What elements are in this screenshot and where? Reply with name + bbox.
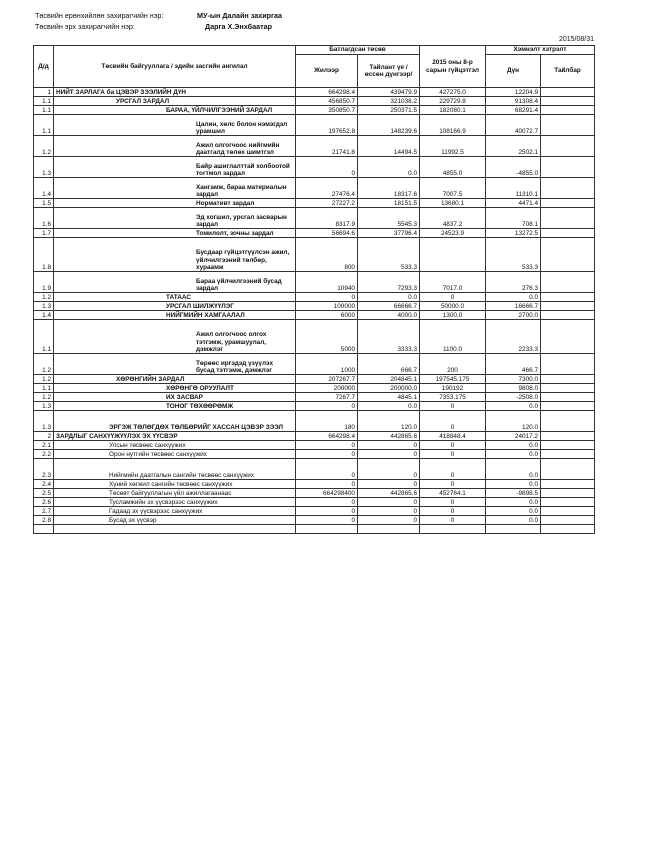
row-diff: 40072.7	[486, 115, 541, 136]
row-explanation	[541, 498, 595, 507]
row-annual: 350850.7	[296, 106, 358, 115]
table-row	[34, 311, 595, 320]
row-annual: 56694.6	[296, 229, 358, 238]
row-diff: 0.0	[486, 498, 541, 507]
row-explanation	[541, 302, 595, 311]
row-code: 1.3	[34, 402, 54, 411]
table-row	[34, 402, 595, 411]
row-period: 442865.6	[358, 489, 420, 498]
row-actual: 4855.0	[420, 157, 486, 178]
col-annual-header: Жилээр	[296, 55, 358, 88]
row-code: 1.1	[34, 384, 54, 393]
row-code: 1.1	[34, 320, 54, 354]
row-explanation	[541, 208, 595, 229]
row-code	[34, 525, 54, 534]
row-code: 1	[34, 88, 54, 97]
row-name: Орон нутгийн төсвөөс санхүүжих	[54, 450, 296, 459]
row-diff: -2508.0	[486, 393, 541, 402]
row-explanation	[541, 450, 595, 459]
row-name: УРСГАЛ ЗАРДАЛ	[54, 97, 296, 106]
row-annual: 100000	[296, 302, 358, 311]
table-row	[34, 320, 595, 354]
row-code: 2	[34, 432, 54, 441]
row-diff: 11310.1	[486, 178, 541, 199]
header-label-2: Төсвийн эрх захирагчийн нэр:	[35, 22, 135, 31]
row-name: Хангамж, бараа материалын зардал	[54, 178, 296, 199]
row-period: 0	[358, 459, 420, 480]
row-diff: 0.0	[486, 293, 541, 302]
header-value-2: Дарга Х.Энхбаатар	[205, 22, 272, 31]
row-actual: 0	[420, 480, 486, 489]
row-diff: 466.7	[486, 354, 541, 375]
row-diff: 0.0	[486, 402, 541, 411]
row-period: 0	[358, 441, 420, 450]
row-name: ХӨРӨНГӨ ОРУУЛАЛТ	[54, 384, 296, 393]
row-code: 1.2	[34, 136, 54, 157]
row-annual: 456850.7	[296, 97, 358, 106]
row-actual: 0	[420, 293, 486, 302]
row-explanation	[541, 480, 595, 489]
row-period: 4845.1	[358, 393, 420, 402]
col-code-header: Д/д	[34, 46, 54, 88]
row-period: 442865.6	[358, 432, 420, 441]
row-annual: 200000	[296, 384, 358, 393]
row-annual: 207267.7	[296, 375, 358, 384]
row-period: 204845.1	[358, 375, 420, 384]
table-row	[34, 525, 595, 534]
table-row	[34, 498, 595, 507]
table-row	[34, 115, 595, 136]
row-explanation	[541, 525, 595, 534]
row-code: 1.2	[34, 354, 54, 375]
row-diff: 0.0	[486, 459, 541, 480]
row-actual: 11992.5	[420, 136, 486, 157]
row-period: 200000.0	[358, 384, 420, 393]
row-diff: 12204.9	[486, 88, 541, 97]
table-row	[34, 106, 595, 115]
row-actual: 13680.1	[420, 199, 486, 208]
row-name: Нийгмийн даатгалын сангийн төсвөөс санхүүжих	[54, 459, 296, 480]
row-annual: 180	[296, 411, 358, 432]
table-row	[34, 480, 595, 489]
row-diff	[486, 525, 541, 534]
table-row	[34, 178, 595, 199]
row-explanation	[541, 384, 595, 393]
row-code: 1.7	[34, 229, 54, 238]
row-name: ЭРГЭЖ ТӨЛӨГДӨХ ТӨЛБӨРИЙГ ХАССАН ЦЭВЭР ЗЭЭЛ	[54, 411, 296, 432]
row-explanation	[541, 115, 595, 136]
row-actual: 182080.1	[420, 106, 486, 115]
row-actual: 24523.9	[420, 229, 486, 238]
row-actual: 108166.9	[420, 115, 486, 136]
row-name	[54, 525, 296, 534]
row-period: 0.0	[358, 157, 420, 178]
header-line-2	[35, 22, 272, 32]
row-actual: 197545.175	[420, 375, 486, 384]
row-annual: 0	[296, 516, 358, 525]
col-explanation-header: Тайлбар	[541, 55, 595, 88]
row-code: 1.2	[34, 293, 54, 302]
row-diff: 533.3	[486, 238, 541, 272]
table-row	[34, 459, 595, 480]
table-row	[34, 411, 595, 432]
row-name: Нормативт зардал	[54, 199, 296, 208]
row-actual: 7017.0	[420, 272, 486, 293]
col-name-header: Төсвийн байгууллага / эдийн засгийн ангилал	[54, 46, 296, 88]
report-date: 2015/08/31	[558, 36, 594, 43]
row-actual: 452764.1	[420, 489, 486, 498]
row-diff: 708.1	[486, 208, 541, 229]
row-period: 0	[358, 516, 420, 525]
row-annual: 0	[296, 402, 358, 411]
table-row	[34, 157, 595, 178]
row-diff: 13272.5	[486, 229, 541, 238]
row-actual: 1100.0	[420, 320, 486, 354]
row-actual: 0	[420, 450, 486, 459]
row-explanation	[541, 320, 595, 354]
row-annual: 0	[296, 157, 358, 178]
row-annual: 0	[296, 293, 358, 302]
row-code: 2.5	[34, 489, 54, 498]
row-actual	[420, 525, 486, 534]
row-name: ТАТААС	[54, 293, 296, 302]
row-explanation	[541, 375, 595, 384]
row-period: 3333.3	[358, 320, 420, 354]
row-explanation	[541, 199, 595, 208]
row-actual: 427275.0	[420, 88, 486, 97]
row-diff: -9898.5	[486, 489, 541, 498]
row-annual: 0	[296, 459, 358, 480]
row-actual: 4837.2	[420, 208, 486, 229]
row-explanation	[541, 507, 595, 516]
row-explanation	[541, 157, 595, 178]
table-row	[34, 450, 595, 459]
row-actual: 418848.4	[420, 432, 486, 441]
col-approved-group-header: Батлагдсан төсөв	[296, 46, 420, 55]
table-row	[34, 229, 595, 238]
row-code: 1.1	[34, 106, 54, 115]
row-explanation	[541, 178, 595, 199]
table-row	[34, 293, 595, 302]
row-period: 37796.4	[358, 229, 420, 238]
row-period: 18317.6	[358, 178, 420, 199]
row-diff: 9808.0	[486, 384, 541, 393]
row-diff: 24017.2	[486, 432, 541, 441]
budget-table	[33, 45, 595, 534]
row-diff: 120.0	[486, 411, 541, 432]
table-row	[34, 272, 595, 293]
row-diff: 0.0	[486, 450, 541, 459]
row-annual	[296, 525, 358, 534]
row-annual: 27227.2	[296, 199, 358, 208]
row-annual: 5000	[296, 320, 358, 354]
table-row	[34, 489, 595, 498]
row-code: 1.5	[34, 199, 54, 208]
table-row	[34, 136, 595, 157]
header-label-1: Төсвийн ерөнхийлөн захирагчийн нэр:	[35, 11, 164, 20]
table-row	[34, 88, 595, 97]
row-name: Бусад эх үүсвэр	[54, 516, 296, 525]
row-name: НИЙТ ЗАРЛАГА ба ЦЭВЭР ЗЭЭЛИЙН ДҮН	[54, 88, 296, 97]
row-annual: 664298.4	[296, 88, 358, 97]
row-period: 250371.5	[358, 106, 420, 115]
row-code: 2.1	[34, 441, 54, 450]
header-line-1	[35, 11, 282, 21]
row-actual: 200	[420, 354, 486, 375]
row-annual: 0	[296, 441, 358, 450]
row-actual: 50000.0	[420, 302, 486, 311]
row-annual: 664298.4	[296, 432, 358, 441]
row-annual: 0	[296, 507, 358, 516]
row-explanation	[541, 106, 595, 115]
row-name: Байр ашиглалттай холбоотой тогтмол зардал	[54, 157, 296, 178]
col-saving-group-header: Хэмнэлт хэтрэлт	[486, 46, 595, 55]
row-diff: 4471.4	[486, 199, 541, 208]
table-row	[34, 507, 595, 516]
row-name: Ажил олгогчоос олгох тэтгэмж, урамшуулал, дэмжлэг	[54, 320, 296, 354]
row-code: 1.3	[34, 157, 54, 178]
row-name: Төсөвт байгууллагын үйл ажиллагаанаас	[54, 489, 296, 498]
row-diff: 16666.7	[486, 302, 541, 311]
table-row	[34, 516, 595, 525]
row-code: 1.1	[34, 97, 54, 106]
row-name: Төрөөс иргэдэд үзүүлэх бусад тэтгэмж, дэмжлэг	[54, 354, 296, 375]
row-period: 148239.6	[358, 115, 420, 136]
row-diff: 2700.0	[486, 311, 541, 320]
table-row	[34, 384, 595, 393]
table-row	[34, 208, 595, 229]
row-diff: 7300.0	[486, 375, 541, 384]
row-explanation	[541, 393, 595, 402]
row-code: 2.6	[34, 498, 54, 507]
row-annual: 0	[296, 498, 358, 507]
row-name: НИЙГМИЙН ХАМГААЛАЛ	[54, 311, 296, 320]
row-name: Гадаад эх үүсвэрээс санхүүжих	[54, 507, 296, 516]
row-annual: 0	[296, 480, 358, 489]
row-name: Хүний хөгжил сангийн төсвөөс санхүүжих	[54, 480, 296, 489]
row-code: 1.1	[34, 115, 54, 136]
row-annual: 197652.8	[296, 115, 358, 136]
row-code: 2.3	[34, 459, 54, 480]
row-explanation	[541, 459, 595, 480]
row-actual: 0	[420, 498, 486, 507]
row-explanation	[541, 136, 595, 157]
row-period: 66666.7	[358, 302, 420, 311]
row-code: 1.3	[34, 411, 54, 432]
row-actual: 0	[420, 516, 486, 525]
table-row	[34, 375, 595, 384]
row-actual: 0	[420, 459, 486, 480]
row-diff: 0.0	[486, 507, 541, 516]
row-diff: 91308.4	[486, 97, 541, 106]
row-name: УРСГАЛ ШИЛЖҮҮЛЭГ	[54, 302, 296, 311]
row-name: Бусдаар гүйцэтгүүлсэн ажил, үйлчилгээний төлбөр, хураамж	[54, 238, 296, 272]
row-explanation	[541, 411, 595, 432]
row-name: Ажил олгогчоос нийгмийн даатгалд төлөх шимтгэл	[54, 136, 296, 157]
row-period: 0	[358, 507, 420, 516]
row-annual: 7267.7	[296, 393, 358, 402]
row-annual: 1000	[296, 354, 358, 375]
row-period	[358, 525, 420, 534]
row-period: 14494.5	[358, 136, 420, 157]
row-period: 120.0	[358, 411, 420, 432]
table-row	[34, 441, 595, 450]
row-period: 0	[358, 450, 420, 459]
row-explanation	[541, 88, 595, 97]
row-period: 439479.9	[358, 88, 420, 97]
row-annual: 27476.4	[296, 178, 358, 199]
row-period: 666.7	[358, 354, 420, 375]
row-name: БАРАА, ҮЙЛЧИЛГЭЭНИЙ ЗАРДАЛ	[54, 106, 296, 115]
row-diff: -4855.0	[486, 157, 541, 178]
row-code: 2.8	[34, 516, 54, 525]
row-explanation	[541, 272, 595, 293]
row-explanation	[541, 238, 595, 272]
row-period: 0	[358, 498, 420, 507]
row-annual: 21741.8	[296, 136, 358, 157]
row-annual: 0	[296, 450, 358, 459]
row-code: 1.9	[34, 272, 54, 293]
row-code: 1.3	[34, 302, 54, 311]
row-code: 2.7	[34, 507, 54, 516]
row-code: 1.2	[34, 375, 54, 384]
row-diff: 0.0	[486, 516, 541, 525]
row-code: 1.4	[34, 178, 54, 199]
row-actual: 0	[420, 402, 486, 411]
row-actual	[420, 238, 486, 272]
row-actual: 229729.8	[420, 97, 486, 106]
row-code: 1.6	[34, 208, 54, 229]
col-actual-header: 2015 оны 8-р сарын гүйцэтгэл	[420, 46, 486, 88]
row-explanation	[541, 441, 595, 450]
row-actual: 1300.0	[420, 311, 486, 320]
row-code: 1.4	[34, 311, 54, 320]
row-annual: 800	[296, 238, 358, 272]
row-explanation	[541, 516, 595, 525]
row-name: Улсын төсвөөс санхүүжих	[54, 441, 296, 450]
row-period: 7293.3	[358, 272, 420, 293]
row-actual: 0	[420, 507, 486, 516]
row-code: 1.2	[34, 393, 54, 402]
row-code: 1.8	[34, 238, 54, 272]
row-annual: 8317.9	[296, 208, 358, 229]
table-body	[34, 88, 595, 534]
row-period: 18151.5	[358, 199, 420, 208]
row-name: ХӨРӨНГИЙН ЗАРДАЛ	[54, 375, 296, 384]
row-actual: 190192	[420, 384, 486, 393]
row-name: ИХ ЗАСВАР	[54, 393, 296, 402]
table-header	[34, 46, 595, 88]
row-code: 2.4	[34, 480, 54, 489]
row-actual: 0	[420, 441, 486, 450]
row-name: Томилолт, зочны зардал	[54, 229, 296, 238]
table-row	[34, 199, 595, 208]
table-row	[34, 97, 595, 106]
table-row	[34, 354, 595, 375]
table-row	[34, 238, 595, 272]
row-period: 0.0	[358, 293, 420, 302]
row-annual: 664298400	[296, 489, 358, 498]
row-actual: 0	[420, 411, 486, 432]
table-row	[34, 302, 595, 311]
row-actual: 7007.5	[420, 178, 486, 199]
table-row	[34, 432, 595, 441]
row-annual: 6000	[296, 311, 358, 320]
row-name: Бараа үйлчилгээний бусад зардал	[54, 272, 296, 293]
row-period: 0	[358, 480, 420, 489]
row-diff: 276.3	[486, 272, 541, 293]
col-period-header: Тайлант үе /өссөн дүнгээр/	[358, 55, 420, 88]
row-annual: 10940	[296, 272, 358, 293]
row-diff: 0.0	[486, 480, 541, 489]
row-period: 533.3	[358, 238, 420, 272]
row-period: 5545.3	[358, 208, 420, 229]
row-period: 0.0	[358, 402, 420, 411]
row-name: Эд хогшил, урсгал засварын зардал	[54, 208, 296, 229]
row-diff: 0.0	[486, 441, 541, 450]
row-diff: 68291.4	[486, 106, 541, 115]
row-period: 321038.2	[358, 97, 420, 106]
row-actual: 7353.175	[420, 393, 486, 402]
table-row	[34, 393, 595, 402]
row-explanation	[541, 354, 595, 375]
row-explanation	[541, 432, 595, 441]
row-name: ЗАРДЛЫГ САНХҮҮЖҮҮЛЭХ ЭХ ҮҮСВЭР	[54, 432, 296, 441]
row-explanation	[541, 311, 595, 320]
header-value-1: МУ-ын Далайн захиргаа	[197, 11, 283, 20]
row-explanation	[541, 489, 595, 498]
row-diff: 2502.1	[486, 136, 541, 157]
row-name: ТОНОГ ТӨХӨӨРӨМЖ	[54, 402, 296, 411]
row-period: 4000.0	[358, 311, 420, 320]
row-explanation	[541, 97, 595, 106]
row-explanation	[541, 293, 595, 302]
row-name: Тусламжийн эх үүсвэрээс санхүүжих	[54, 498, 296, 507]
row-explanation	[541, 402, 595, 411]
col-amount-header: Дүн	[486, 55, 541, 88]
row-code: 2.2	[34, 450, 54, 459]
row-explanation	[541, 229, 595, 238]
row-diff: 2233.3	[486, 320, 541, 354]
row-name: Цалин, хөлс болон нэмэгдэл урамшил	[54, 115, 296, 136]
